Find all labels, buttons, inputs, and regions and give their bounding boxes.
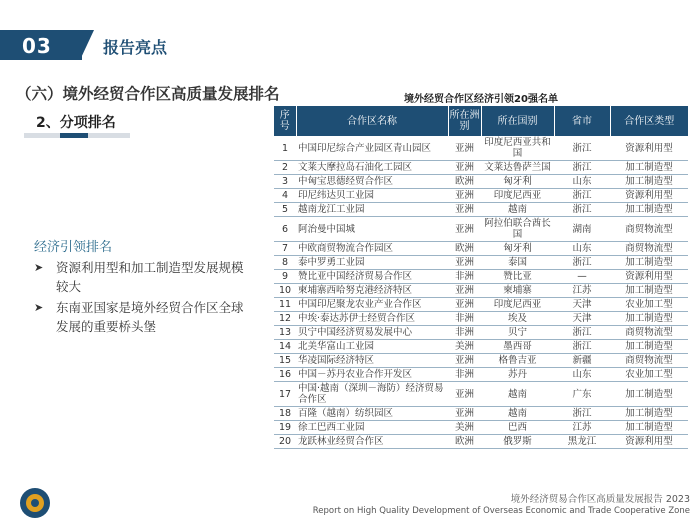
zone-name-cell: 徐工巴西工业园	[296, 421, 448, 435]
zone-type-cell: 商贸物流型	[610, 326, 688, 340]
sub-title-underline-accent	[60, 133, 88, 138]
zone-type-cell: 商贸物流型	[610, 354, 688, 368]
province-cell: 浙江	[554, 340, 610, 354]
section-number: 03	[22, 34, 52, 58]
rank-cell: 9	[274, 270, 296, 284]
province-cell: 天津	[554, 298, 610, 312]
table-row	[274, 136, 688, 161]
rank-cell: 11	[274, 298, 296, 312]
zone-name-cell: 中欧商贸物流合作园区	[296, 242, 448, 256]
side-bullet-list	[34, 258, 252, 338]
province-cell: 山东	[554, 242, 610, 256]
column-header: 合作区类型	[610, 106, 688, 136]
province-cell: 广东	[554, 382, 610, 407]
rank-cell: 15	[274, 354, 296, 368]
side-bullet-text: 资源利用型和加工制造型发展规模较大	[56, 260, 244, 294]
footer-title-cn: 境外经济贸易合作区高质量发展报告 2023	[510, 494, 690, 505]
zone-type-cell: 加工制造型	[610, 407, 688, 421]
continent-cell: 亚洲	[448, 382, 481, 407]
rank-cell: 12	[274, 312, 296, 326]
table-row	[274, 189, 688, 203]
table-row	[274, 354, 688, 368]
country-cell: 贝宁	[481, 326, 554, 340]
table-row	[274, 340, 688, 354]
country-cell: 阿拉伯联合酋长国	[481, 217, 554, 242]
zone-name-cell: 百隆（越南）纺织园区	[296, 407, 448, 421]
zone-type-cell: 加工制造型	[610, 284, 688, 298]
province-cell: 新疆	[554, 354, 610, 368]
side-bullet	[34, 298, 252, 336]
continent-cell: 美洲	[448, 340, 481, 354]
table-row	[274, 421, 688, 435]
province-cell: 江苏	[554, 421, 610, 435]
rank-cell: 5	[274, 203, 296, 217]
continent-cell: 亚洲	[448, 256, 481, 270]
continent-cell: 亚洲	[448, 161, 481, 175]
continent-cell: 非洲	[448, 312, 481, 326]
province-cell: 浙江	[554, 203, 610, 217]
table-row	[274, 284, 688, 298]
table-row	[274, 161, 688, 175]
side-bullet-text: 东南亚国家是境外经贸合作区全球发展的重要桥头堡	[56, 300, 244, 334]
zone-type-cell: 农业加工型	[610, 368, 688, 382]
province-cell: 浙江	[554, 136, 610, 161]
rank-cell: 17	[274, 382, 296, 407]
province-cell: 湖南	[554, 217, 610, 242]
rank-cell: 14	[274, 340, 296, 354]
zone-name-cell: 中国－苏丹农业合作开发区	[296, 368, 448, 382]
country-cell: 越南	[481, 203, 554, 217]
arrow-bullet-icon: ➤	[34, 261, 44, 274]
rank-cell: 1	[274, 136, 296, 161]
zone-type-cell: 资源利用型	[610, 270, 688, 284]
header-title: 报告亮点	[103, 38, 168, 57]
zone-name-cell: 泰中罗勇工业园	[296, 256, 448, 270]
continent-cell: 亚洲	[448, 189, 481, 203]
country-cell: 匈牙利	[481, 242, 554, 256]
zone-name-cell: 北美华富山工业园	[296, 340, 448, 354]
section-title: （六）境外经贸合作区高质量发展排名	[16, 85, 280, 103]
continent-cell: 欧洲	[448, 435, 481, 449]
zone-name-cell: 柬埔寨西哈努克港经济特区	[296, 284, 448, 298]
continent-cell: 非洲	[448, 326, 481, 340]
zone-type-cell: 加工制造型	[610, 256, 688, 270]
continent-cell: 欧洲	[448, 175, 481, 189]
country-cell: 墨西哥	[481, 340, 554, 354]
table-row	[274, 407, 688, 421]
country-cell: 赞比亚	[481, 270, 554, 284]
continent-cell: 非洲	[448, 368, 481, 382]
table-row	[274, 368, 688, 382]
table-row	[274, 312, 688, 326]
column-header: 合作区名称	[296, 106, 448, 136]
zone-name-cell: 中匈宝思德经贸合作区	[296, 175, 448, 189]
table-row	[274, 382, 688, 407]
zone-name-cell: 中埃·泰达苏伊士经贸合作区	[296, 312, 448, 326]
zone-type-cell: 加工制造型	[610, 312, 688, 326]
rank-cell: 19	[274, 421, 296, 435]
rank-cell: 6	[274, 217, 296, 242]
zone-type-cell: 商贸物流型	[610, 217, 688, 242]
province-cell: 山东	[554, 175, 610, 189]
country-cell: 匈牙利	[481, 175, 554, 189]
sub-title: 2、分项排名	[36, 115, 116, 131]
zone-type-cell: 资源利用型	[610, 136, 688, 161]
continent-cell: 亚洲	[448, 354, 481, 368]
zone-type-cell: 加工制造型	[610, 175, 688, 189]
country-cell: 埃及	[481, 312, 554, 326]
zone-type-cell: 加工制造型	[610, 340, 688, 354]
continent-cell: 亚洲	[448, 298, 481, 312]
rank-cell: 13	[274, 326, 296, 340]
rank-cell: 20	[274, 435, 296, 449]
zone-name-cell: 贝宁中国经济贸易发展中心	[296, 326, 448, 340]
country-cell: 文莱达鲁萨兰国	[481, 161, 554, 175]
country-cell: 柬埔寨	[481, 284, 554, 298]
zone-type-cell: 加工制造型	[610, 421, 688, 435]
country-cell: 俄罗斯	[481, 435, 554, 449]
zone-type-cell: 加工制造型	[610, 203, 688, 217]
country-cell: 越南	[481, 382, 554, 407]
rank-cell: 8	[274, 256, 296, 270]
continent-cell: 欧洲	[448, 242, 481, 256]
zone-type-cell: 加工制造型	[610, 382, 688, 407]
column-header: 省市	[554, 106, 610, 136]
table-row	[274, 326, 688, 340]
province-cell: —	[554, 270, 610, 284]
table-row	[274, 175, 688, 189]
zone-type-cell: 加工制造型	[610, 161, 688, 175]
table-row	[274, 435, 688, 449]
zone-name-cell: 越南龙江工业园	[296, 203, 448, 217]
country-cell: 印度尼西亚	[481, 298, 554, 312]
column-header: 所在洲别	[448, 106, 481, 136]
table-body	[274, 136, 688, 449]
rank-cell: 3	[274, 175, 296, 189]
continent-cell: 亚洲	[448, 217, 481, 242]
side-bullet	[34, 258, 252, 296]
country-cell: 巴西	[481, 421, 554, 435]
country-cell: 印度尼西亚共和国	[481, 136, 554, 161]
province-cell: 山东	[554, 368, 610, 382]
province-cell: 浙江	[554, 256, 610, 270]
rank-cell: 16	[274, 368, 296, 382]
country-cell: 苏丹	[481, 368, 554, 382]
province-cell: 浙江	[554, 326, 610, 340]
column-header: 序号	[274, 106, 296, 136]
province-cell: 浙江	[554, 161, 610, 175]
table-title: 境外经贸合作区经济引领20强名单	[404, 94, 558, 105]
zone-name-cell: 龙跃林业经贸合作区	[296, 435, 448, 449]
rank-cell: 2	[274, 161, 296, 175]
zone-type-cell: 农业加工型	[610, 298, 688, 312]
zone-type-cell: 资源利用型	[610, 189, 688, 203]
table-row	[274, 242, 688, 256]
table-row	[274, 256, 688, 270]
zone-type-cell: 资源利用型	[610, 435, 688, 449]
zone-name-cell: 华凌国际经济特区	[296, 354, 448, 368]
zone-name-cell: 阿治曼中国城	[296, 217, 448, 242]
country-cell: 泰国	[481, 256, 554, 270]
province-cell: 浙江	[554, 407, 610, 421]
table-row	[274, 217, 688, 242]
rank-cell: 7	[274, 242, 296, 256]
province-cell: 江苏	[554, 284, 610, 298]
continent-cell: 亚洲	[448, 284, 481, 298]
continent-cell: 非洲	[448, 270, 481, 284]
zone-name-cell: 文莱大摩拉岛石油化工园区	[296, 161, 448, 175]
country-cell: 格鲁吉亚	[481, 354, 554, 368]
logo-center	[31, 499, 39, 507]
zone-name-cell: 中国·越南（深圳－海防）经济贸易合作区	[296, 382, 448, 407]
province-cell: 浙江	[554, 189, 610, 203]
arrow-bullet-icon: ➤	[34, 301, 44, 314]
zone-type-cell: 商贸物流型	[610, 242, 688, 256]
table-row	[274, 203, 688, 217]
side-heading: 经济引领排名	[34, 240, 113, 255]
province-cell: 黑龙江	[554, 435, 610, 449]
province-cell: 天津	[554, 312, 610, 326]
continent-cell: 亚洲	[448, 407, 481, 421]
table-header-row	[274, 106, 688, 136]
rank-cell: 4	[274, 189, 296, 203]
header-band-slant	[80, 30, 94, 60]
column-header: 所在国别	[481, 106, 554, 136]
continent-cell: 亚洲	[448, 136, 481, 161]
zone-name-cell: 赞比亚中国经济贸易合作区	[296, 270, 448, 284]
country-cell: 越南	[481, 407, 554, 421]
zone-name-cell: 中国印尼聚龙农业产业合作区	[296, 298, 448, 312]
continent-cell: 亚洲	[448, 203, 481, 217]
zone-name-cell: 中国印尼综合产业园区青山园区	[296, 136, 448, 161]
rank-cell: 10	[274, 284, 296, 298]
ranking-table	[274, 106, 688, 449]
continent-cell: 美洲	[448, 421, 481, 435]
footer-title-en: Report on High Quality Development of Overseas Economic and Trade Cooperative Zone	[312, 506, 690, 516]
country-cell: 印度尼西亚	[481, 189, 554, 203]
table-row	[274, 270, 688, 284]
rank-cell: 18	[274, 407, 296, 421]
zone-name-cell: 印尼纬达贝工业园	[296, 189, 448, 203]
organization-logo-icon	[20, 488, 50, 518]
table-row	[274, 298, 688, 312]
